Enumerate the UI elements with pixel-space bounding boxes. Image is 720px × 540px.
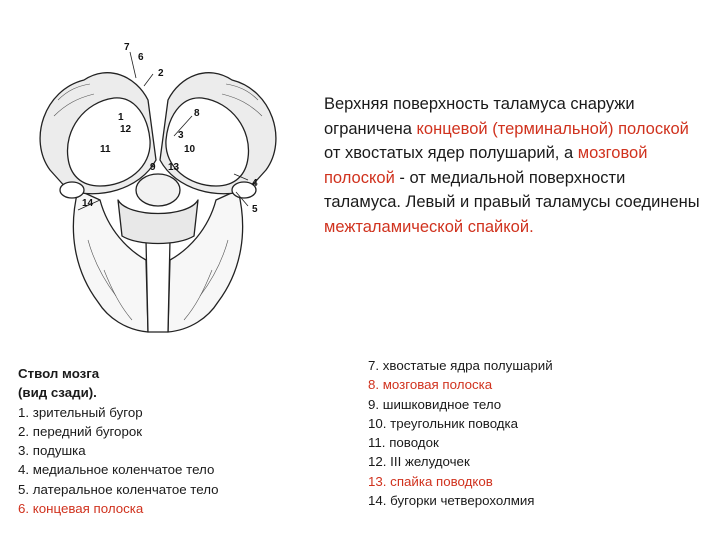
label-13: 13 bbox=[168, 162, 180, 173]
caption-subtitle: (вид сзади). bbox=[18, 385, 97, 401]
legend-item: 7. хвостатые ядра полушарий bbox=[368, 358, 553, 373]
legend-item: 14. бугорки четверохолмия bbox=[368, 493, 535, 509]
label-5: 5 bbox=[252, 204, 258, 215]
legend-item: 10. треугольник поводка bbox=[368, 415, 519, 431]
figure-legend bbox=[368, 356, 698, 510]
label-2: 2 bbox=[158, 68, 164, 79]
brainstem-figure bbox=[8, 40, 308, 340]
intro-paragraph bbox=[324, 92, 704, 239]
brainstem-drawing bbox=[8, 40, 308, 340]
intro-text-1: Верхняя поверхность таламуса снаружи ограничена bbox=[324, 95, 635, 138]
caption-item: 5. латеральное коленчатое тело bbox=[18, 481, 219, 497]
label-4: 4 bbox=[252, 178, 258, 189]
legend-item-highlighted: 8. мозговая полоска bbox=[368, 377, 493, 393]
caption-item: 3. подушка bbox=[18, 443, 86, 459]
label-9: 9 bbox=[150, 162, 156, 173]
label-11: 11 bbox=[100, 144, 111, 155]
caption-item-highlighted: 6. концевая полоска bbox=[18, 501, 144, 517]
label-6: 6 bbox=[138, 52, 144, 63]
label-12: 12 bbox=[120, 124, 132, 135]
intro-highlight-medullary-stria: мозговой полоской bbox=[324, 144, 648, 187]
caption-item: 1. зрительный бугор bbox=[18, 404, 143, 420]
label-10: 10 bbox=[184, 144, 196, 155]
intro-text-3: - от медиальной поверхности таламуса. Левый и правый таламусы соединены bbox=[324, 168, 700, 211]
legend-item: 9. шишковидное тело bbox=[368, 396, 502, 412]
intro-highlight-interthalamic-adhesion: межталамической спайкой. bbox=[324, 217, 534, 236]
label-1: 1 bbox=[118, 112, 124, 123]
caption-title: Ствол мозга bbox=[18, 366, 100, 381]
caption-item: 2. передний бугорок bbox=[18, 423, 143, 439]
label-8: 8 bbox=[194, 108, 200, 119]
label-14: 14 bbox=[82, 198, 94, 209]
caption-item: 4. медиальное коленчатое тело bbox=[18, 462, 215, 478]
legend-item: 12. III желудочек bbox=[368, 454, 470, 470]
figure-caption bbox=[18, 364, 348, 518]
intro-text-2: от хвостатых ядер полушарий, а bbox=[324, 144, 578, 162]
intro-highlight-terminal-stria: концевой (терминальной) полоской bbox=[416, 119, 689, 138]
label-7: 7 bbox=[124, 42, 130, 53]
legend-item: 11. поводок bbox=[368, 435, 439, 451]
legend-item-highlighted: 13. спайка поводков bbox=[368, 473, 493, 489]
label-3: 3 bbox=[178, 130, 184, 141]
